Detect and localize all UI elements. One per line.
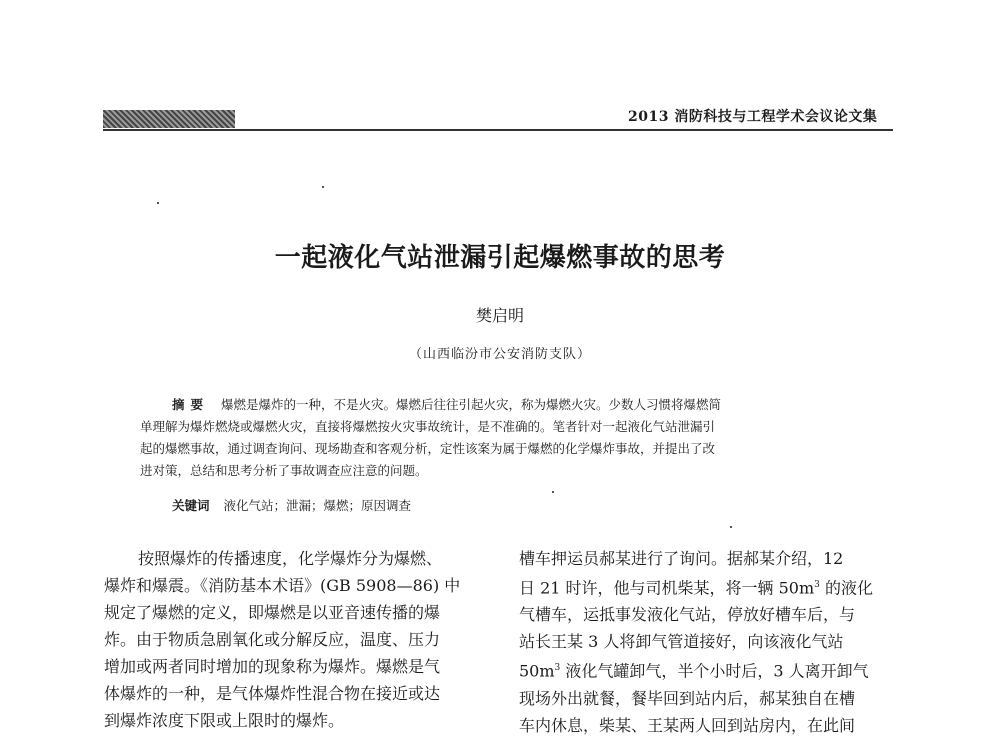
section-badge: [103, 110, 235, 128]
body-line: 爆炸和爆震。《消防基本术语》(GB 5908—86) 中: [104, 576, 461, 595]
paper-affiliation: （山西临汾市公安消防支队）: [408, 347, 591, 362]
body-column-left: [104, 545, 484, 734]
abstract-line: 起的爆燃事故，通过调查询问、现场勘查和客观分析，定性该案为属于爆燃的化学爆炸事故，并提出了改: [140, 441, 716, 456]
body-line: $50m^3$ 液化气罐卸气，半个小时后，3 人离开卸气: [519, 661, 869, 681]
abstract-line: 进对策，总结和思考分析了事故调查应注意的问题。: [140, 463, 428, 478]
body-line: 体爆炸的一种，是气体爆炸性混合物在接近或达: [104, 684, 441, 703]
keywords: [172, 496, 411, 514]
body-line: 车内休息，柴某、王某两人回到站房内，在此间: [519, 715, 856, 735]
speck: [552, 491, 554, 493]
journal-header: 2013 消防科技与工程学术会议论文集: [628, 109, 878, 125]
paper-title: 一起液化气站泄漏引起爆燃事故的思考: [274, 243, 726, 273]
header-rule: [103, 129, 893, 131]
abstract-label: 摘要: [172, 397, 210, 412]
body-line: 气槽车，运抵事发液化气站，停放好槽车后，与: [519, 605, 856, 625]
body-line: 按照爆炸的传播速度，化学爆炸分为爆燃、: [138, 549, 443, 568]
body-line: 日 21 时许，他与司机柴某，将一辆 $50m^3$ 的液化: [519, 578, 873, 598]
body-line: 增加或两者同时增加的现象称为爆炸。爆燃是气: [104, 657, 441, 676]
speck: [322, 186, 324, 188]
section-badge-label: [103, 110, 108, 111]
body-line: 槽车押运员郝某进行了询问。据郝某介绍，12: [519, 549, 844, 568]
paper-author: 樊启明: [475, 306, 524, 325]
speck: [157, 202, 159, 204]
keywords-text: 液化气站；泄漏；爆燃；原因调查: [223, 498, 412, 513]
body-line: 炸。由于物质急剧氧化或分解反应，温度、压力: [104, 630, 441, 649]
abstract-line: 摘要 爆燃是爆炸的一种，不是火灾。爆燃后往往引起火灾，称为爆燃火灾。少数人习惯将爆燃简: [172, 397, 722, 412]
keywords-label: 关键词: [172, 498, 210, 513]
body-column-right: [519, 545, 897, 739]
body-line: 站长王某 3 人将卸气管道接好，向该液化气站: [519, 632, 844, 652]
abstract: [140, 394, 875, 482]
body-line: 现场外出就餐，餐毕回到站内后，郝某独自在槽: [519, 688, 856, 708]
speck: [730, 526, 732, 528]
abstract-line: 单理解为爆炸燃烧或爆燃火灾，直接将爆燃按火灾事故统计，是不准确的。笔者针对一起液化气站泄漏引: [140, 419, 716, 434]
body-line: 规定了爆燃的定义，即爆燃是以亚音速传播的爆: [104, 603, 441, 622]
body-line: 到爆炸浓度下限或上限时的爆炸。: [104, 711, 345, 730]
